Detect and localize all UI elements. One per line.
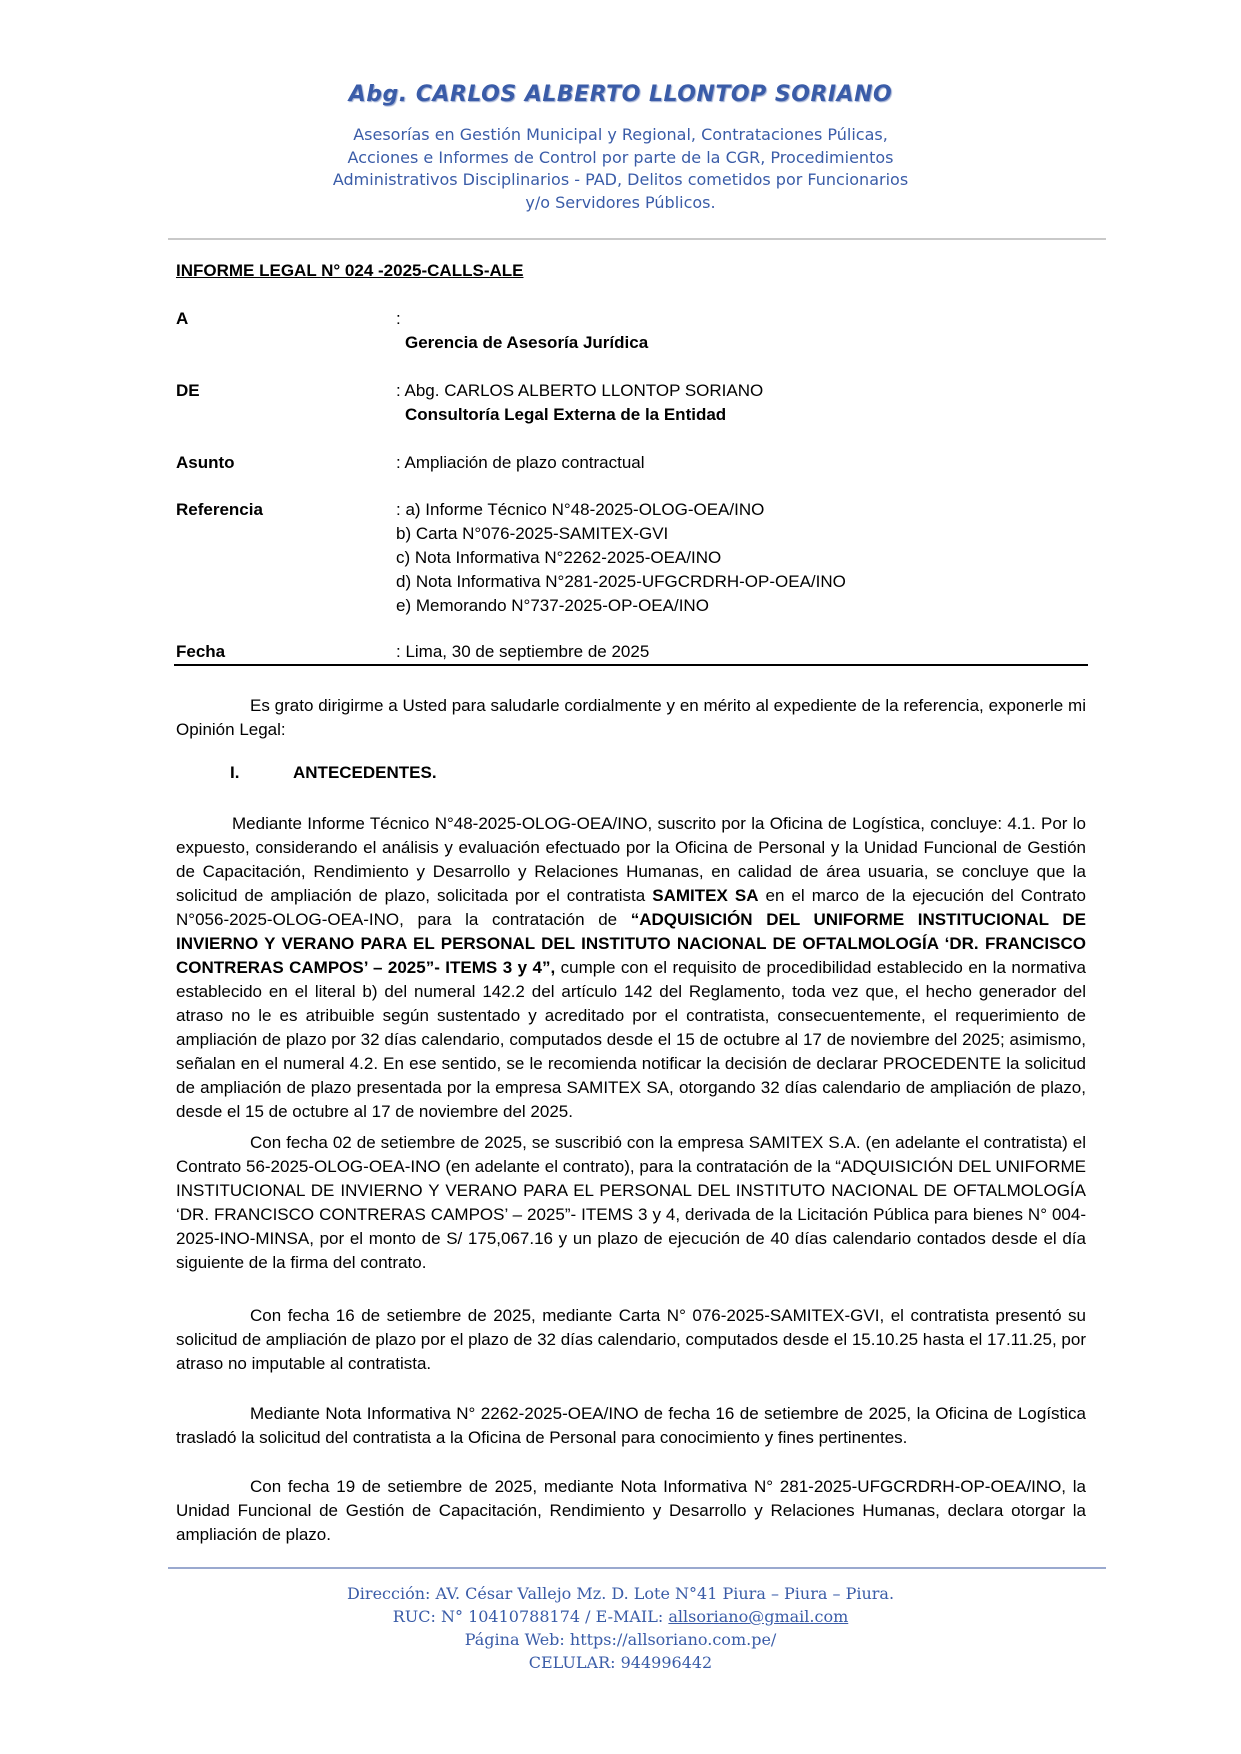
text-run: cumple con el requisito de procedibilidad establecido en la normativa establecido en el literal b) del numeral 142.2 del artículo 142 del Reglamento, toda vez que, el hecho generador del atraso no le es atribuible según sustentado y acreditado por el contratista, consecuentemente, el requerimiento de ampliación de plazo por 32 días calendario, computados desde el 15 de octubre al 17 de noviembre del 2025; asimismo, señalan en el numeral 4.2. En ese sentido, se le recomienda notificar la decisión de declarar PROCEDENTE la solicitud de ampliación de plazo presentada por la empresa SAMITEX SA, otorgando 32 días calendario de ampliación de plazo, desde el 15 de octubre al 17 de noviembre del 2025. (176, 958, 1087, 1121)
desc-line: Administrativos Disciplinarios - PAD, Delitos cometidos por Funcionarios (332, 170, 909, 189)
footer-web: Página Web: https://allsoriano.com.pe/ (464, 1630, 777, 1649)
reference-item: e) Memorando N°737-2025-OP-OEA/INO (396, 596, 709, 615)
contractor-name: SAMITEX SA (652, 886, 759, 905)
field-value-fecha: : Lima, 30 de septiembre de 2025 (396, 642, 650, 661)
desc-line: Asesorías en Gestión Municipal y Regional, Contrataciones Púlicas, (353, 125, 888, 144)
section-title: ANTECEDENTES (293, 763, 432, 782)
desc-line: Acciones e Informes de Control por parte de la CGR, Procedimientos (347, 147, 894, 167)
field-value-referencia (396, 498, 846, 618)
paragraph-5: Con fecha 19 de setiembre de 2025, mediante Nota Informativa N° 281-2025-UFGCRDRH-OP-OEA/INO, la Unidad Funcional de Gestión de Capacitación, Rendimiento y Desarrollo y Relaciones Humanas, declara otorgar la ampliación de plazo. (176, 1477, 1086, 1544)
section-heading: I. ANTECEDENTES. (230, 763, 437, 782)
footer-ruc-line (0, 1605, 1241, 1628)
field-label-referencia: Referencia (176, 500, 263, 519)
sender-role: Consultoría Legal Externa de la Entidad (405, 405, 727, 424)
field-label-a: A (176, 309, 189, 328)
intro-paragraph: Es grato dirigirme a Usted para saludarle cordialmente y en mérito al expediente de la referencia, exponerle mi Opinión Legal: (176, 696, 1086, 739)
colon: : (396, 309, 401, 328)
desc-line: y/o Servidores Públicos. (525, 192, 716, 212)
header-block-divider (174, 664, 1088, 666)
field-value-a (396, 307, 648, 355)
paragraph-4: Mediante Nota Informativa N° 2262-2025-OEA/INO de fecha 16 de setiembre de 2025, la Oficina de Logística trasladó la solicitud del contratista a la Oficina de Personal para conocimiento y fines pertinentes. (176, 1404, 1086, 1447)
reference-item: c) Nota Informativa N°2262-2025-OEA/INO (396, 548, 722, 567)
footer-ruc: RUC: N° 10410788174 / E-MAIL: (392, 1607, 669, 1626)
reference-item: : a) Informe Técnico N°48-2025-OLOG-OEA/INO (396, 500, 765, 519)
paragraph-1 (176, 812, 1086, 1124)
paragraph-3: Con fecha 16 de setiembre de 2025, mediante Carta N° 076-2025-SAMITEX-GVI, el contratista presentó su solicitud de ampliación de plazo por el plazo de 32 días calendario, computados desde el 15.10.25 hasta el 17.11.25, por atraso no imputable al contratista. (176, 1306, 1086, 1373)
text-run: en el marco de la ejecución del Contrato N°056-2025-OLOG-OEA-INO, para la contratación de (176, 886, 1086, 929)
footer-address: Dirección: AV. César Vallejo Mz. D. Lote N°41 Piura – Piura – Piura. (346, 1584, 895, 1603)
contract-object: “ADQUISICIÓN DEL UNIFORME INSTITUCIONAL DE INVIERNO Y VERANO PARA EL PERSONAL DEL INSTITUTO NACIONAL DE OFTALMOLOGÍA ‘DR. FRANCISCO CONTRERAS CAMPOS’ – 2025”- ITEMS 3 y 4”, (176, 910, 1086, 977)
footer-divider (168, 1567, 1106, 1569)
text-run: Mediante Informe Técnico N°48-2025-OLOG-OEA/INO, suscrito por la Oficina de Logística, concluye: 4.1. Por lo expuesto, considerando el análisis y evaluación efectuado por la Oficina de Personal y la Unidad Funcional de Gestión de Capacitación, Rendimiento y Desarrollo y Relaciones Humanas, en calidad de área usuaria, se concluye que la solicitud de ampliación de plazo, solicitada por el contratista (176, 814, 1086, 905)
footer-phone: CELULAR: 944996442 (528, 1653, 713, 1672)
author-name: Abg. CARLOS ALBERTO LLONTOP SORIANO (348, 82, 893, 107)
field-label-fecha: Fecha (176, 642, 226, 661)
field-label-asunto: Asunto (176, 453, 235, 472)
section-number: I. (230, 763, 240, 782)
footer (0, 1582, 1241, 1674)
document-title: INFORME LEGAL N° 024 -2025-CALLS-ALE (176, 261, 524, 280)
field-value-asunto: : Ampliación de plazo contractual (396, 453, 645, 472)
footer-email-link[interactable]: allsoriano@gmail.com (668, 1607, 849, 1626)
field-label-de: DE (176, 381, 200, 400)
header-divider (168, 238, 1106, 240)
reference-item: b) Carta N°076-2025-SAMITEX-GVI (396, 524, 669, 543)
sender: : Abg. CARLOS ALBERTO LLONTOP SORIANO (396, 381, 764, 400)
paragraph-2: Con fecha 02 de setiembre de 2025, se suscribió con la empresa SAMITEX S.A. (en adelante el contratista) el Contrato 56-2025-OLOG-OEA-INO (en adelante el contrato), para la contratación de la “ADQUISICIÓN DEL UNIFORME INSTITUCIONAL DE INVIERNO Y VERANO PARA EL PERSONAL DEL INSTITUTO NACIONAL DE OFTALMOLOGÍA ‘DR. FRANCISCO CONTRERAS CAMPOS’ – 2025”- ITEMS 3 y 4, derivada de la Licitación Pública para bienes N° 004-2025-INO-MINSA, por el monto de S/ 175,067.16 y un plazo de ejecución de 40 días calendario contados desde el día siguiente de la firma del contrato. (176, 1133, 1086, 1272)
reference-item: d) Nota Informativa N°281-2025-UFGCRDRH-OP-OEA/INO (396, 572, 846, 591)
recipient: Gerencia de Asesoría Jurídica (405, 333, 649, 352)
field-value-de (396, 379, 763, 427)
author-description (0, 124, 1241, 214)
